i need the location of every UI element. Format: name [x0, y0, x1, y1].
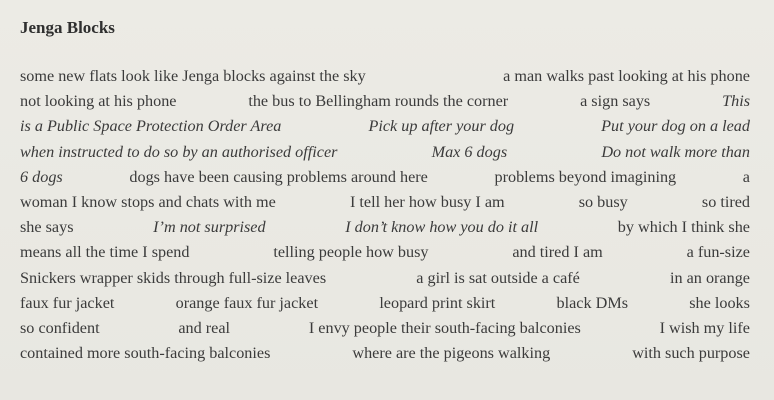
poem-phrase-italic: is a Public Space Protection Order Area	[20, 117, 282, 136]
poem-phrase: contained more south-facing balconies	[20, 344, 271, 363]
poem-phrase: I wish my life	[659, 319, 750, 338]
poem-phrase-italic: Put your dog on a lead	[601, 117, 750, 136]
poem-phrase: a man walks past looking at his phone	[503, 67, 750, 85]
poem-phrase: so tired	[701, 193, 750, 212]
poem-phrase-italic: Do not walk more than	[601, 142, 750, 161]
poem-phrase: a sign says	[580, 92, 651, 111]
poem-phrase: where are the pigeons walking	[352, 344, 551, 363]
poem-line	[20, 114, 750, 139]
poem-phrase: I tell her how busy I am	[349, 193, 505, 212]
poem-phrase: with such purpose	[632, 344, 750, 363]
poem-phrase: faux fur jacket	[20, 293, 115, 312]
poem-phrase: some new flats look like Jenga blocks against the sky	[20, 67, 366, 85]
poem-title: Jenga Blocks	[20, 18, 115, 37]
poem-phrase-italic: Max 6 dogs	[431, 142, 508, 161]
poem-phrase: not looking at his phone	[20, 92, 177, 111]
poem-phrase: dogs have been causing problems around here	[129, 167, 428, 186]
poem-phrase: she says	[20, 218, 74, 237]
poem-phrase: a	[742, 167, 750, 186]
poem-line	[20, 140, 750, 165]
poem-phrase: and tired I am	[512, 243, 603, 262]
poem-phrase: and real	[178, 319, 231, 338]
poem-phrase: in an orange	[669, 268, 750, 287]
poem-line	[20, 190, 750, 215]
poem-phrase: I envy people their south-facing balconies	[308, 319, 581, 338]
poem-phrase: orange faux fur jacket	[175, 293, 319, 312]
poem-body	[20, 64, 750, 366]
poem-line	[20, 165, 750, 190]
poem-phrase: by which I think she	[617, 218, 750, 237]
poem-line	[20, 64, 750, 89]
poem-phrase: a fun-size	[686, 243, 750, 262]
poem-phrase: so busy	[578, 193, 628, 212]
poem-phrase: leopard print skirt	[379, 293, 496, 312]
poem-phrase: Snickers wrapper skids through full-size leaves	[20, 268, 327, 287]
poem-phrase-italic: when instructed to do so by an authorised officer	[20, 142, 338, 161]
poem-line	[20, 291, 750, 316]
poem-phrase-italic: I don’t know how you do it all	[345, 218, 539, 237]
poem-line	[20, 316, 750, 341]
poem-phrase: she looks	[689, 293, 750, 312]
poem-line	[20, 89, 750, 114]
poem-phrase-italic: This	[722, 92, 750, 111]
poem-phrase: so confident	[20, 319, 100, 338]
poem-phrase: problems beyond imagining	[494, 167, 677, 186]
poem-phrase: woman I know stops and chats with me	[20, 193, 276, 212]
poem-phrase: telling people how busy	[273, 243, 429, 262]
poem-phrase: means all the time I spend	[20, 243, 190, 262]
poem-phrase-italic: 6 dogs	[20, 167, 63, 186]
poem-line	[20, 215, 750, 240]
poem-phrase-italic: Pick up after your dog	[368, 117, 515, 136]
poem-phrase-italic: I’m not surprised	[153, 218, 266, 237]
poem-phrase: the bus to Bellingham rounds the corner	[248, 92, 509, 111]
poem-line	[20, 240, 750, 265]
poem-line	[20, 266, 750, 291]
poem-phrase: a girl is sat outside a café	[416, 268, 580, 287]
poem-phrase: black DMs	[556, 293, 629, 312]
poem-line	[20, 341, 750, 366]
